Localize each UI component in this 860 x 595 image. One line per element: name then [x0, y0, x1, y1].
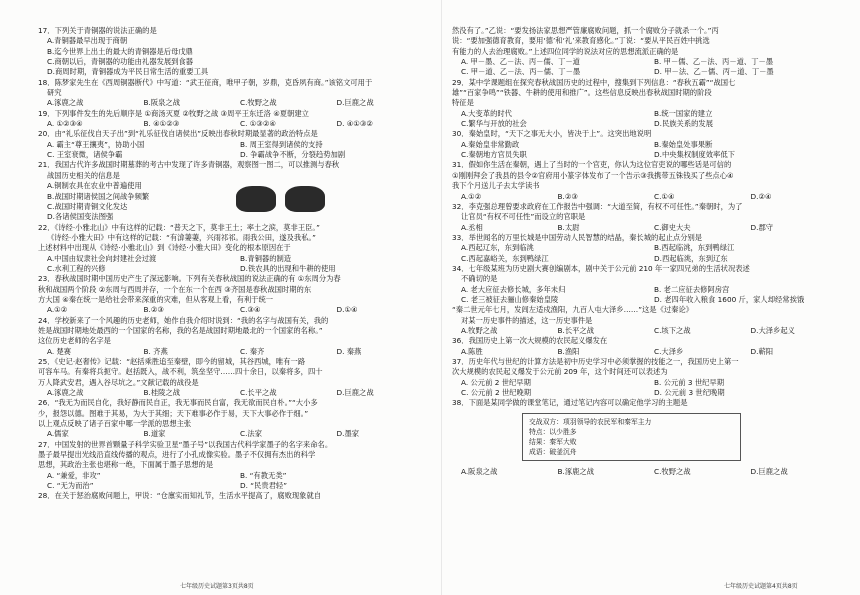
question-21-option-c: C.战国时期青铜文化发达 — [47, 201, 128, 211]
question-37-options-ab — [452, 378, 847, 388]
option-b: B. 公元前 3 世纪早期 — [654, 377, 725, 387]
option-a: A. 甲－墨、乙－法、丙－儒、丁－道 — [461, 57, 580, 67]
option-a: A. 霸主“尊王攘夷”，协助小国 — [47, 139, 145, 149]
question-31-line3: 我下个月送儿子去太学读书 — [452, 181, 540, 191]
option-a: A. “兼爱，非攻” — [47, 470, 101, 480]
option-a: A.①② — [461, 191, 482, 201]
option-a: A.涿鹿之战 — [47, 388, 84, 398]
question-24-line2: 姓是战国时期地处最西的一个国家的名称，我的名是战国时期地最北的一个国家的名称。” — [38, 325, 323, 335]
question-30-stem: 30．秦始皇时，“天下之事无大小，皆决于上”。这突出地说明 — [452, 129, 652, 139]
option-d: D.铁农具的出现和牛耕的使用 — [240, 263, 336, 273]
option-a: A.涿鹿之战 — [47, 98, 84, 108]
question-18-options — [38, 98, 433, 108]
option-b: B.桂陵之战 — [143, 388, 181, 398]
note-line-2: 特点：以少胜多 — [529, 427, 577, 436]
option-a: A.牧野之战 — [461, 325, 498, 335]
option-b: B.阪泉之战 — [143, 98, 181, 108]
question-35-line2: 对某一历史事件的描述，这一历史事件是 — [461, 315, 593, 325]
option-a: A.儒家 — [47, 429, 69, 439]
option-a: A.西起辽东，东到临洮 — [461, 243, 534, 253]
option-a: A.大变革的时代 — [461, 108, 512, 118]
option-c: C.大泽乡 — [654, 346, 684, 356]
option-d: D. “民贵君轻” — [240, 481, 288, 491]
note-line-4: 成语：破釜沉舟 — [529, 447, 577, 456]
question-34-line1: 34．七年级某班为历史剧大赛创编剧本，剧中关于公元前 210 年一家四兄弟的生活状况表述 — [452, 263, 750, 273]
question-21-option-a: A.铜制农具在农业中普遍使用 — [47, 181, 142, 191]
option-d: D. 老四年收入粮食 1600 斤，家人却经常挨饿 — [654, 294, 805, 304]
question-18-stem: 18．陈梦家先生在《西周铜器断代》中写道：“武王征商，唯甲子朝，岁鼎，克昏夙有商。”该铭文可用于 — [38, 77, 373, 87]
option-a: A.中国由奴隶社会向封建社会过渡 — [47, 253, 157, 263]
option-c: C.③④ — [240, 305, 261, 315]
left-page-footer: 七年级历史试题第3页共8页 — [180, 583, 254, 590]
option-d: D.西起临洮，东到辽东 — [654, 253, 728, 263]
question-20-options-ab — [38, 140, 433, 150]
option-c: C. 老三被征去骊山修秦始皇陵 — [461, 294, 559, 304]
question-33-stem: 33．举世闻名的万里长城是中国劳动人民智慧的结晶，秦长城的起止点分别是 — [452, 232, 703, 242]
left-page — [38, 26, 433, 586]
question-33-options-ab — [452, 243, 847, 253]
question-23-options — [38, 305, 433, 315]
question-24-line3: 这位历史老师的名字是 — [38, 336, 111, 346]
option-d: D.巨鹿之战 — [336, 98, 374, 108]
option-a: A.阪泉之战 — [461, 466, 498, 476]
right-page — [452, 26, 847, 586]
question-34-options-ab — [452, 285, 847, 295]
class-note-box — [522, 413, 741, 461]
option-d: D. 甲－法、乙－儒、丙－道、丁－墨 — [654, 67, 774, 77]
question-25-line1: 25．《史记·赵奢传》记载：“赵括乘胜追至秦壁，即今的留城，其谷西城，唯有一路 — [38, 357, 306, 366]
option-d: D.墨家 — [336, 429, 360, 439]
question-28-line2: 然没有了。”乙说：“要发扬法家思想严管廉腐败问题，抓一个腐败分子就杀一个。”丙 — [452, 26, 719, 35]
question-22-line2: 《诗经·小雅大田》中有这样的记载：“有渰萋萋，兴雨祁祁。雨我公田，遂及我私。” — [47, 232, 316, 242]
question-34-line2: 不确切的是 — [461, 274, 498, 284]
bronze-vessel-1-image — [236, 186, 276, 212]
question-37-options-cd — [452, 388, 847, 398]
option-d: D.②④ — [750, 191, 772, 201]
option-a: A. 楚赛 — [47, 346, 72, 356]
question-32-line2: 让官员“有权不可任性”而设立的官职是 — [461, 212, 586, 222]
question-26-line3: 以上观点反映了诸子百家中哪一学派的思想主张 — [38, 419, 192, 429]
question-26-line1: 26．“我无为而民自化，我好静而民自正，我无事而民自富，我无欲而民自朴。”“大小多 — [38, 398, 318, 408]
question-28-line1: 28．在关于惩治腐败问题上，甲说：“仓廪实而知礼节，生活水平提高了，腐败现象就自 — [38, 491, 322, 501]
question-27-options-cd — [38, 481, 433, 491]
question-22-line1: 22．《诗经·小雅北山》中有这样的记载：“普天之下，莫非王土；率土之滨，莫非王臣。” — [38, 222, 320, 232]
page-gutter — [441, 0, 442, 595]
option-d: D.巨鹿之战 — [336, 388, 374, 398]
question-23-line3: 方大国 ④秦在统一是给社会带来深重的灾难，但从客观上看，有利于统一 — [38, 294, 274, 304]
option-c: C. 王室衰微，诸侯争霸 — [47, 150, 123, 160]
question-28-options-cd — [452, 67, 847, 77]
option-c: C.水利工程的兴修 — [47, 263, 106, 273]
option-c: C. ①③②④ — [240, 119, 276, 129]
question-32-line1: 32．李克强总理曾要求政府在工作报告中强调：“大道至简，有权不可任性。”秦朝时，为了 — [452, 201, 743, 211]
question-37-line1: 37．历史年代与世纪的计算方法是初中历史学习中必须掌握的技能之一，我国历史上第一 — [452, 357, 739, 366]
option-a: A.陈胜 — [461, 346, 483, 356]
question-17-option-c: C.商朝以后，青铜器的功能由礼器发展到食器 — [47, 57, 194, 67]
option-b: B.②③ — [143, 305, 164, 315]
question-26-options — [38, 429, 433, 439]
option-c: C.法家 — [240, 429, 263, 439]
option-c: C.秦朝地方官员失职 — [461, 150, 527, 160]
question-19-stem: 19．下列事件发生的先后顺序是 ①商汤灭夏 ②牧野之战 ③周平王东迁洛 ④夏朝建立 — [38, 108, 309, 118]
option-d: D. 秦燕 — [336, 346, 362, 356]
question-23-line1: 23．春秋战国时期中国历史产生了深远影响。下列有关春秋战国的说法正确的有 ①东周分为春 — [38, 274, 341, 284]
question-28-line3: 说：“要加强德育教育，要用‘德’和‘礼’来教育感化。”丁说：“要从平民百姓中挑选 — [452, 36, 710, 46]
option-c: C. “无为而治” — [47, 481, 94, 491]
question-25-options — [38, 388, 433, 398]
question-36-stem: 36．我国历史上第一次大规模的农民起义爆发在 — [452, 336, 608, 346]
option-b: B. ④①②③ — [143, 119, 180, 129]
question-27-line3: 思想，其政治主张也堪称一绝，下面属于墨子思想的是 — [38, 460, 214, 470]
option-c: C. 甲－道、乙－法、丙－儒、丁－墨 — [461, 67, 581, 77]
option-c: C.长平之战 — [240, 388, 277, 398]
question-22-options-ab — [38, 254, 433, 264]
question-21-stem: 21．我国古代许多战国时期墓葬的考古中发现了许多青铜器，观察图一图二，可以推测与春秋 — [38, 160, 340, 170]
question-27-options-ab — [38, 471, 433, 481]
option-d: D.郡守 — [750, 222, 774, 232]
option-c: C.牧野之战 — [240, 98, 277, 108]
question-29-options-ab — [452, 109, 847, 119]
option-b: B.渔阳 — [557, 346, 580, 356]
question-21-stem-cont: 战国历史相关的信息是 — [47, 170, 120, 180]
option-d: D. 争霸战争不断，分裂趋势加剧 — [240, 150, 346, 160]
option-d: D. 公元前 3 世纪晚期 — [654, 388, 725, 398]
option-b: B.秦始皇处事果断 — [654, 139, 713, 149]
question-26-line2: 少，报怨以德。图难于其易，为大于其细；天下难事必作于易，天下大事必作于细。” — [38, 408, 309, 418]
question-20-stem: 20．由“礼乐征伐自天子出”到“礼乐征伐自诸侯出”反映出春秋时期最显著的政治特点是 — [38, 129, 318, 139]
option-d: D.巨鹿之战 — [750, 466, 788, 476]
question-19-options — [38, 119, 433, 129]
question-29-line3: 特征是 — [452, 98, 474, 108]
option-b: B. 周王室得到诸侯的支持 — [240, 139, 323, 149]
question-27-line1: 27．中国发射的世界首颗量子科学实验卫星“墨子号”以我国古代科学家墨子的名字来命名。 — [38, 439, 333, 449]
question-32-options — [452, 223, 847, 233]
question-38-options — [452, 467, 847, 477]
question-28-options-ab — [452, 57, 847, 67]
note-line-3: 结果：秦军大败 — [529, 437, 577, 446]
option-d: D.中央集权制度效率低下 — [654, 150, 735, 160]
option-a: A.丞相 — [461, 222, 483, 232]
option-b: B.西起临洮，东到鸭绿江 — [654, 243, 735, 253]
option-c: C.西起嘉峪关，东到鸭绿江 — [461, 253, 549, 263]
option-a: A.秦始皇非常勤政 — [461, 139, 520, 149]
question-29-options-cd — [452, 119, 847, 129]
question-28-line4: 有能力的人去治理腐败。”上述四位同学的说法对应的思想流派正确的是 — [452, 46, 679, 56]
option-b: B. 甲－儒、乙－法、丙－道、丁－墨 — [654, 57, 774, 67]
note-line-1: 交战双方：项羽领导的农民军和秦军主力 — [529, 417, 652, 426]
option-c: C.①④ — [654, 191, 675, 201]
question-21-option-d: D.各诸侯国变法图强 — [47, 212, 114, 222]
option-b: B.②③ — [557, 191, 578, 201]
question-31-line2: ①刚刚拜会了我县的县令②官府用小篆字体发布了一个告示③我携带五铢钱买了些点心④ — [452, 170, 734, 180]
question-22-line3: 上述材料中出现从《诗经·小雅北山》到《诗经·小雅大田》变化的根本原因在于 — [38, 243, 291, 253]
bronze-figures — [232, 186, 325, 212]
question-34-options-cd — [452, 295, 847, 305]
option-b: B.道家 — [143, 429, 166, 439]
question-29-line2: 雄”“百家争鸣”“铁器、牛耕的使用和推广”。这些信息反映出春秋战国时期的阶段 — [452, 88, 712, 98]
option-a: A. 老大应征去修长城，多年未归 — [461, 284, 566, 294]
option-a: A.①② — [47, 305, 68, 315]
option-d: D. ④①③② — [336, 119, 373, 129]
question-35-line1: “秦二世元年七月，发闾左适戍渔阳，九百人屯大泽乡……”这是《过秦论》 — [452, 305, 694, 315]
option-c: C. 公元前 2 世纪晚期 — [461, 388, 532, 398]
option-c: C. 秦齐 — [240, 346, 265, 356]
question-21-option-b: B.战国时期诸侯国之间战争频繁 — [47, 191, 150, 201]
option-b: B.长平之战 — [557, 325, 595, 335]
option-b: B. “有教无类” — [240, 470, 287, 480]
option-b: B.涿鹿之战 — [557, 466, 595, 476]
option-a: A. 公元前 2 世纪早期 — [461, 377, 531, 387]
question-33-options-cd — [452, 254, 847, 264]
option-a: A. ①②③④ — [47, 119, 83, 129]
option-c: C.御史大夫 — [654, 222, 691, 232]
option-d: D.蕲阳 — [750, 346, 774, 356]
question-31-options — [452, 192, 847, 202]
question-29-line1: 29．某中学课题组在探究春秋战国历史的过程中，搜集到下列信息：“春秋五霸”“战国七 — [452, 77, 736, 87]
question-35-options — [452, 326, 847, 336]
option-b: B. 齐燕 — [143, 346, 168, 356]
option-b: B.太尉 — [557, 222, 580, 232]
question-18-stem-cont: 研究 — [47, 88, 62, 98]
question-36-options — [452, 347, 847, 357]
option-b: B. 老二应征去修阿房宫 — [654, 284, 730, 294]
question-17-stem: 17．下列关于青铜器的说法正确的是 — [38, 26, 157, 35]
question-25-line2: 可容车马。有秦将兵扼守。赵括既入，战不利，筑垒坚守……四十余日，以秦将多，四十 — [38, 367, 323, 377]
question-30-options-ab — [452, 140, 847, 150]
question-23-line2: 秋和战国两个阶段 ②东周与西周并存，一个在东一个在西 ③齐国是春秋战国时期的东 — [38, 284, 312, 294]
option-d: D.民族关系的发展 — [654, 119, 714, 129]
question-20-options-cd — [38, 150, 433, 160]
option-b: B.统一国家的建立 — [654, 108, 713, 118]
option-c: C.繁华与开放的社会 — [461, 119, 527, 129]
question-27-line2: 墨子最早提出光线沿直线传播的观点，进行了小孔成像实验。墨子不仅拥有杰出的科学 — [38, 450, 316, 460]
question-17-option-d: D.商周时期，青铜器成为平民日常生活的重要工具 — [47, 67, 209, 77]
question-22-options-cd — [38, 264, 433, 274]
question-37-line2: 次大规模的农民起义爆发于公元前 209 年，这个时间还可以表述为 — [452, 367, 668, 377]
question-24-line1: 24．学校新来了一个风趣的历史老师，她作自我介绍时说到：“我的名字与战国有关，我的 — [38, 315, 329, 325]
option-b: B.青铜器的制造 — [240, 253, 292, 263]
option-c: C.垓下之战 — [654, 325, 691, 335]
option-d: D.①④ — [336, 305, 358, 315]
option-c: C.牧野之战 — [654, 466, 691, 476]
question-38-stem: 38．下面是某同学做的课堂笔记，通过笔记内容可以确定他学习的主题是 — [452, 398, 688, 408]
question-25-line3: 万人降武安君，遇入谷尽坑之。”文献记载的战役是 — [38, 377, 199, 387]
question-31-line1: 31．假如你生活在秦朝，遇上了当时的一个官吏，你认为这位官吏说的哪些话是可信的 — [452, 160, 732, 170]
question-17-option-a: A.青铜器最早出现于商朝 — [47, 36, 128, 46]
option-d: D.大泽乡起义 — [750, 325, 795, 335]
question-24-options — [38, 347, 433, 357]
question-17-option-b: B.迄今世界上出土的最大的青铜器是后母戊鼎 — [47, 46, 193, 56]
right-page-footer: 七年级历史试题第4页共8页 — [724, 583, 798, 590]
bronze-vessel-2-image — [285, 186, 325, 212]
question-30-options-cd — [452, 150, 847, 160]
